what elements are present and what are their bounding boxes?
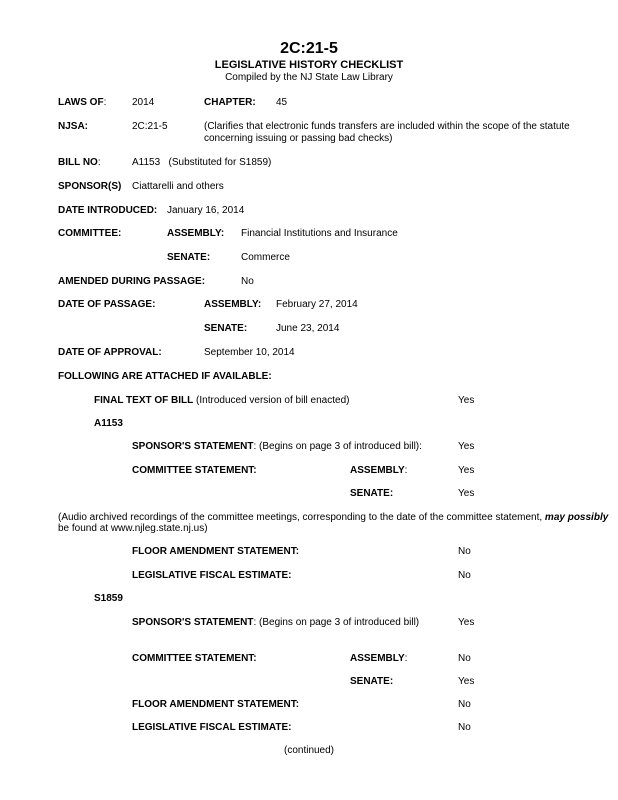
- passage-senate-value: June 23, 2014: [276, 323, 340, 334]
- passage-senate-label: SENATE:: [204, 323, 248, 334]
- committee-assembly-value: Financial Institutions and Insurance: [241, 228, 398, 239]
- amended-label: AMENDED DURING PASSAGE:: [58, 276, 206, 287]
- s1859-sponsor-statement: SPONSOR'S STATEMENT: (Begins on page 3 of introduced bill): [132, 617, 420, 628]
- date-approval-label: DATE OF APPROVAL:: [58, 347, 162, 358]
- s1859-sponsor-value: Yes: [458, 617, 475, 628]
- continued-note: (continued): [283, 745, 335, 756]
- s1859-committee-statement: COMMITTEE STATEMENT:: [132, 653, 257, 664]
- committee-senate-value: Commerce: [241, 252, 290, 263]
- audio-note-link-line: be found at www.njleg.state.nj.us): [58, 523, 208, 534]
- s1859-heading: S1859: [94, 593, 123, 604]
- a1153-senate-label: SENATE:: [350, 488, 394, 499]
- committee-label: COMMITTEE:: [58, 228, 122, 239]
- a1153-assembly-value: Yes: [458, 465, 475, 476]
- chapter-label: CHAPTER:: [204, 97, 256, 108]
- a1153-senate-value: Yes: [458, 488, 475, 499]
- a1153-fiscal-estimate: LEGISLATIVE FISCAL ESTIMATE:: [132, 570, 292, 581]
- committee-senate-label: SENATE:: [167, 252, 211, 263]
- a1153-heading: A1153: [94, 418, 123, 429]
- document-subtitle: LEGISLATIVE HISTORY CHECKLIST: [214, 59, 404, 71]
- sponsor-label: SPONSOR(S): [58, 181, 122, 192]
- s1859-fiscal-value: No: [458, 722, 471, 733]
- attached-heading: FOLLOWING ARE ATTACHED IF AVAILABLE:: [58, 371, 272, 382]
- committee-assembly-label: ASSEMBLY:: [167, 228, 225, 239]
- njsa-label: NJSA:: [58, 121, 89, 132]
- date-approval-value: September 10, 2014: [204, 347, 295, 358]
- njsa-description: (Clarifies that electronic funds transfers are included within the scope of the statute concerning issuing or passing bad checks): [204, 121, 570, 144]
- passage-assembly-label: ASSEMBLY:: [204, 299, 262, 310]
- page-title: 2C:21-5: [280, 40, 338, 57]
- a1153-sponsor-statement: SPONSOR'S STATEMENT: (Begins on page 3 of introduced bill):: [132, 441, 422, 452]
- s1859-floor-value: No: [458, 699, 471, 710]
- s1859-assembly-label: ASSEMBLY:: [350, 653, 408, 664]
- laws-of-label: LAWS OF:: [58, 97, 107, 108]
- audio-note: (Audio archived recordings of the committee meetings, corresponding to the date of the committee statement, may possibly: [58, 512, 609, 523]
- s1859-assembly-value: No: [458, 653, 471, 664]
- passage-assembly-value: February 27, 2014: [276, 299, 358, 310]
- date-introduced-label: DATE INTRODUCED:: [58, 205, 158, 216]
- a1153-floor-amendment: FLOOR AMENDMENT STATEMENT:: [132, 546, 300, 557]
- a1153-fiscal-value: No: [458, 570, 471, 581]
- s1859-senate-label: SENATE:: [350, 676, 394, 687]
- a1153-committee-statement: COMMITTEE STATEMENT:: [132, 465, 257, 476]
- date-introduced-value: January 16, 2014: [167, 205, 245, 216]
- s1859-senate-value: Yes: [458, 676, 475, 687]
- a1153-floor-value: No: [458, 546, 471, 557]
- bill-no-value: A1153 (Substituted for S1859): [132, 157, 272, 168]
- amended-value: No: [241, 276, 254, 287]
- a1153-assembly-label: ASSEMBLY:: [350, 465, 408, 476]
- njsa-value: 2C:21-5: [132, 121, 168, 132]
- bill-no-label: BILL NO:: [58, 157, 101, 168]
- final-text-row: FINAL TEXT OF BILL (Introduced version of bill enacted): [94, 395, 350, 406]
- a1153-sponsor-value: Yes: [458, 441, 475, 452]
- date-passage-label: DATE OF PASSAGE:: [58, 299, 156, 310]
- chapter-value: 45: [276, 97, 288, 108]
- sponsor-value: Ciattarelli and others: [132, 181, 224, 192]
- laws-of-value: 2014: [132, 97, 155, 108]
- s1859-fiscal-estimate: LEGISLATIVE FISCAL ESTIMATE:: [132, 722, 292, 733]
- final-text-value: Yes: [458, 395, 475, 406]
- compiled-by: Compiled by the NJ State Law Library: [225, 72, 393, 83]
- s1859-floor-amendment: FLOOR AMENDMENT STATEMENT:: [132, 699, 300, 710]
